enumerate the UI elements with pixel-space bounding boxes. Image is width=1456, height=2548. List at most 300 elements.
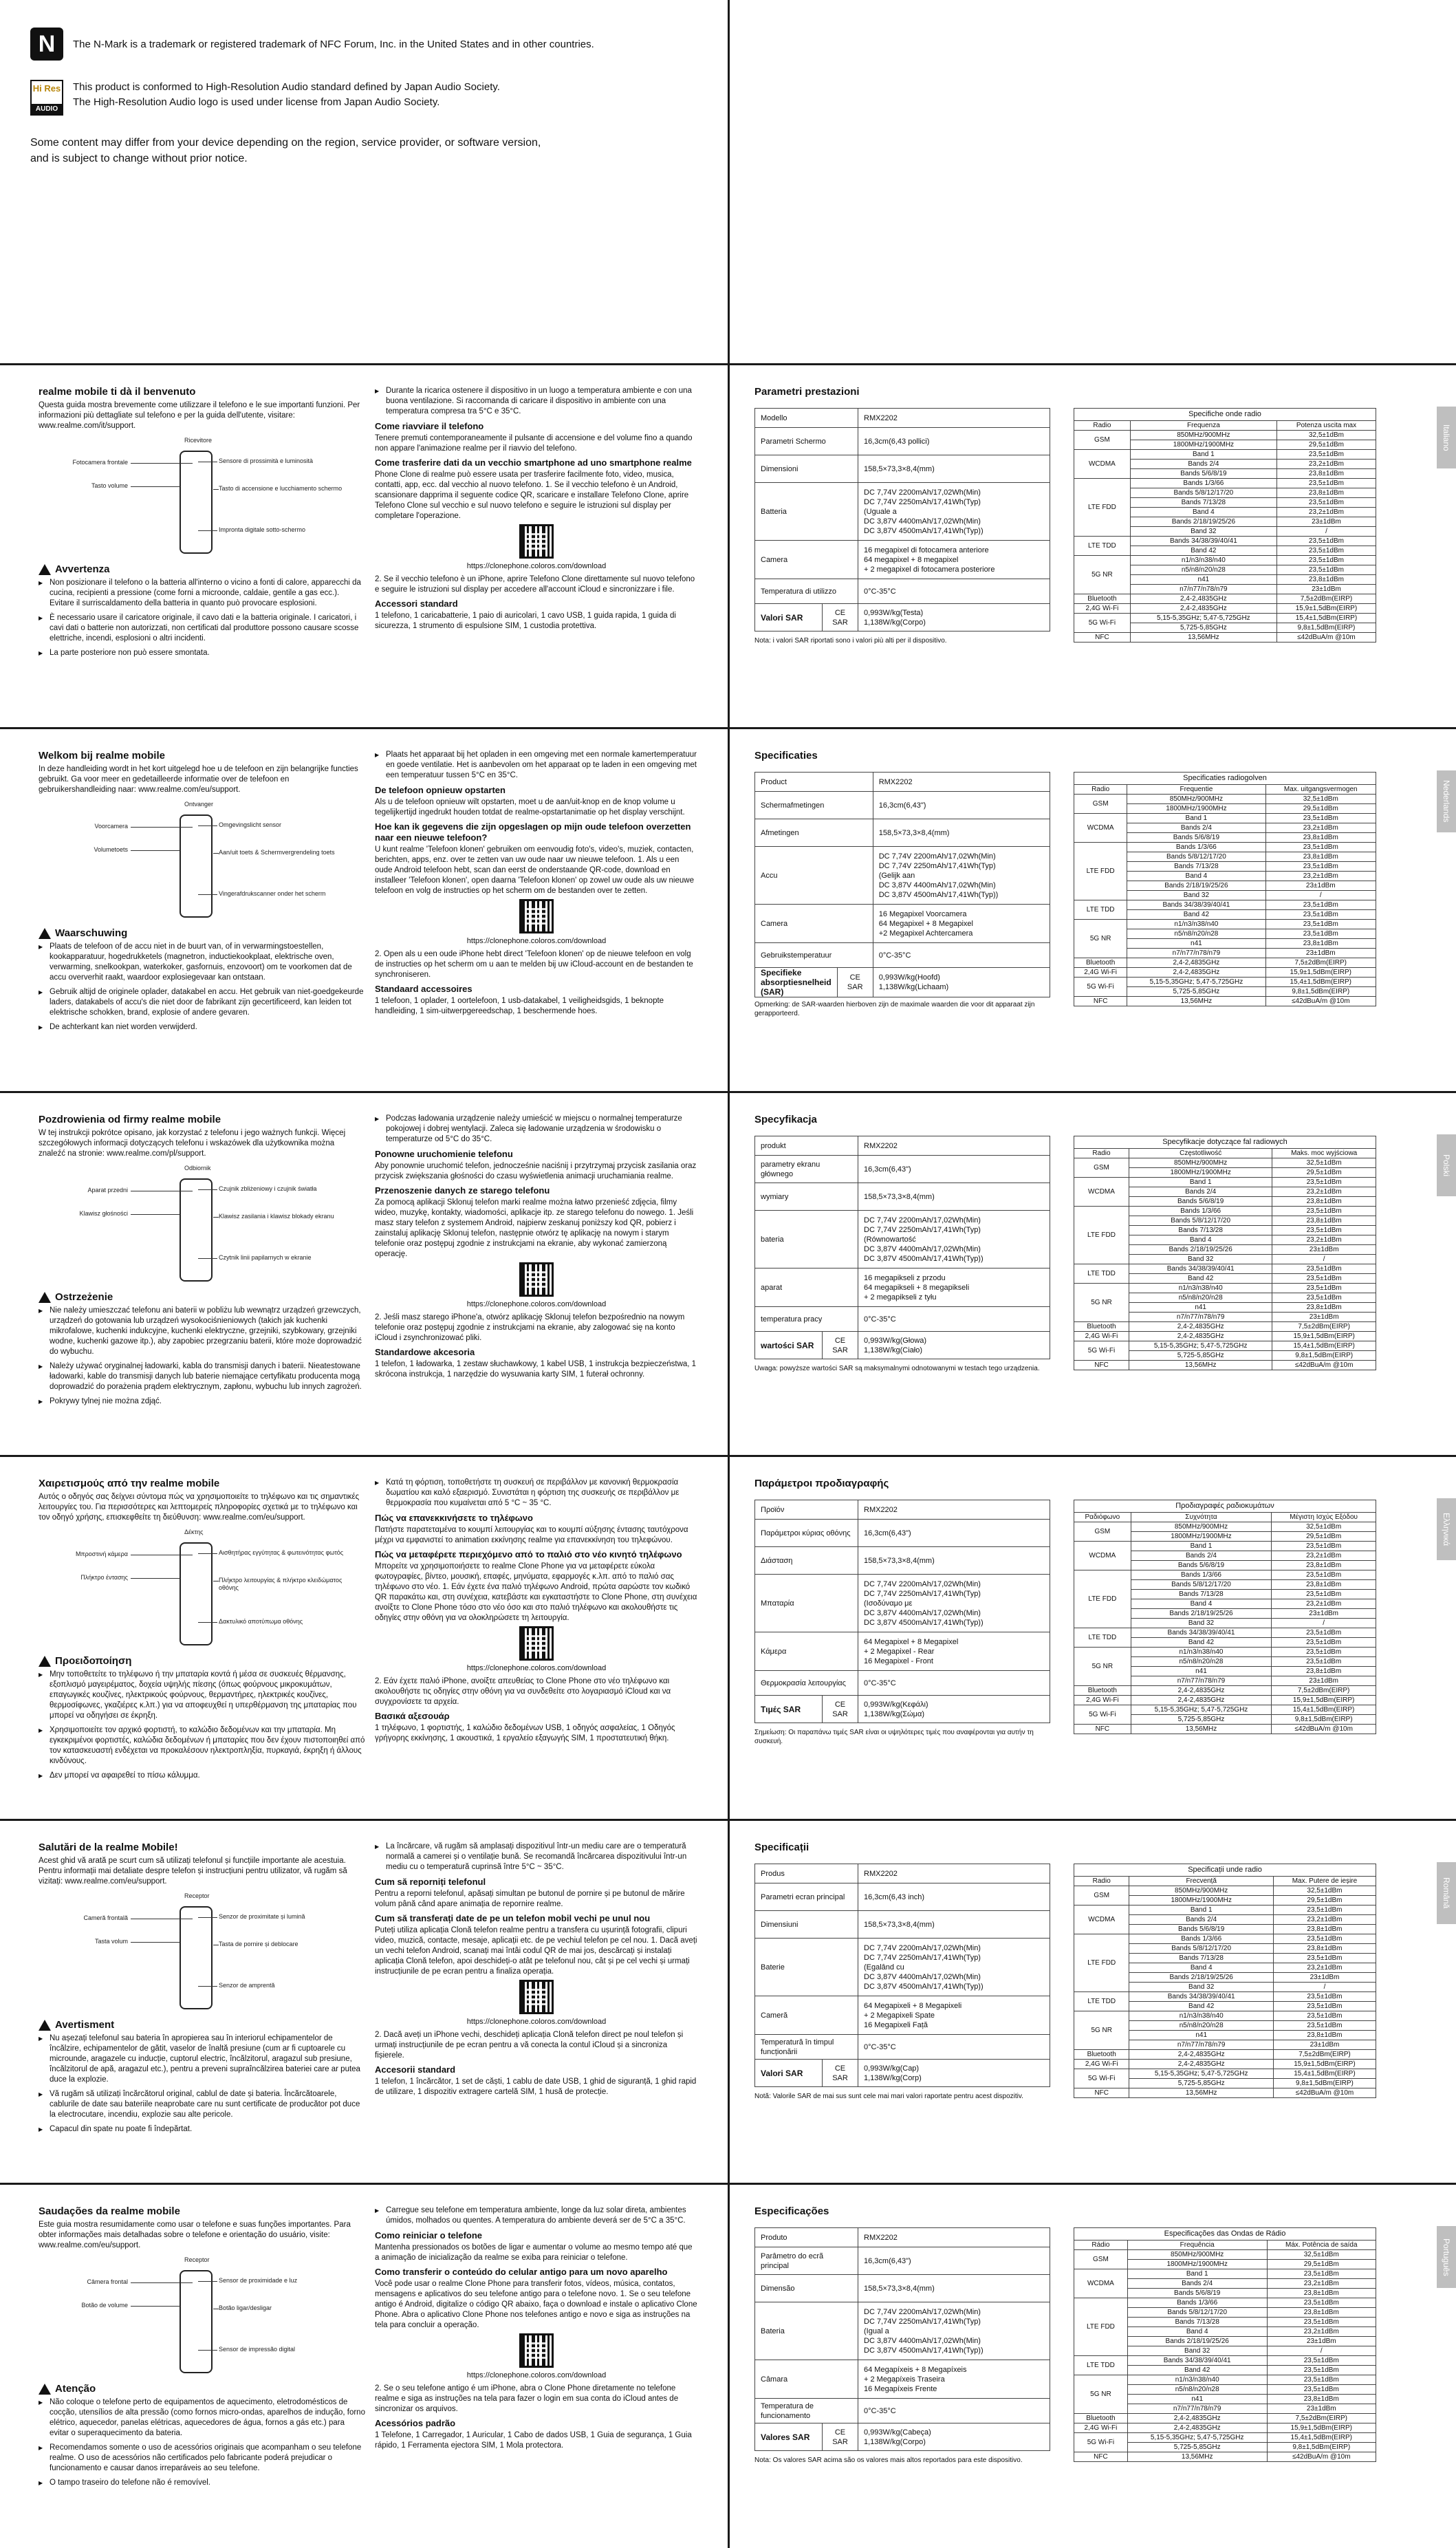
spec-value: 158,5×73,3×8,4(mm) — [858, 1183, 1050, 1211]
power-cell: 23,5±1dBm — [1265, 862, 1376, 872]
instruction-heading: Acessórios padrão — [375, 2418, 456, 2428]
instruction-heading: Accessori standard — [375, 598, 458, 609]
frequency-cell: Bands 1/3/66 — [1129, 1207, 1272, 1216]
table-row — [1074, 1361, 1376, 1370]
hires-notice: This product is conformed to High-Resolution Audio standard defined by Japan Audio Society. The High-Resolution Audio logo is used under license from Japan Audio Society. — [73, 81, 500, 108]
frequency-cell: n41 — [1129, 1303, 1272, 1313]
radio-type: GSM — [1074, 1522, 1131, 1542]
frequency-cell: n1/n3/n38/n40 — [1129, 1284, 1272, 1293]
warning-icon — [39, 1292, 51, 1303]
spec-key: Dimensioni — [755, 455, 858, 483]
radio-table-caption: Specyfikacje dotyczące fal radiowych — [1074, 1136, 1376, 1149]
spec-key: Produs — [755, 1864, 858, 1883]
table-row — [755, 1307, 1050, 1332]
frequency-cell: 2,4-2,4835GHz — [1127, 2414, 1267, 2423]
guide-section — [0, 1821, 728, 2183]
content-notice: Some content may differ from your device depending on the region, service provider, or software version, and is subject to change without prior notice. — [30, 137, 541, 164]
radio-type: 2,4G Wi-Fi — [1074, 968, 1127, 978]
intro-text: W tej instrukcji pokrótce opisano, jak korzystać z telefonu i jego ważnych funkcji. Więcej szczegółowych informacji dotyczących telefonu i wskazówek dla użytkownika można znaleźć na stronie: www.realme.com/pl/support. — [39, 1129, 346, 1158]
table-row — [1074, 1207, 1376, 1216]
callout-line — [213, 489, 219, 490]
spec-value: 64 Megapixeli + 8 Megapixeli + 2 Megapixeli Spate 16 Megapixeli Față — [858, 1996, 1050, 2035]
instruction-text: Aby ponownie uruchomić telefon, jednocześnie naciśnij i przytrzymaj przycisk zasilania oraz przycisk zwiększania głośności do czasu wyświetlenia animacji uruchamiania realme. — [375, 1162, 697, 1180]
power-cell: 29,5±1dBm — [1267, 2260, 1376, 2269]
sar-note: Σημείωση: Οι παραπάνω τιμές SAR είναι οι υψηλότερες τιμές που αναφέρονται για αυτήν τη συσκευή. — [754, 1729, 1034, 1745]
frequency-cell: Bands 7/13/28 — [1129, 1226, 1272, 1235]
download-url[interactable]: https://clonephone.coloros.com/download — [466, 937, 607, 945]
spec-key: Μπαταρία — [755, 1575, 858, 1632]
phone-diagram — [39, 1165, 362, 1288]
table-header — [1074, 1877, 1376, 1886]
power-cell: 29,5±1dBm — [1272, 1168, 1376, 1178]
power-cell: 23±1dBm — [1272, 1313, 1376, 1322]
callout-line — [131, 827, 193, 828]
qr-code-icon — [519, 524, 554, 559]
table-row — [1074, 1284, 1376, 1293]
power-cell: / — [1272, 1255, 1376, 1264]
callout-line — [198, 530, 217, 531]
power-cell: 15,9±1,5dBm(EIRP) — [1272, 1696, 1376, 1705]
power-cell: 32,5±1dBm — [1272, 1522, 1376, 1532]
fingerprint-label: Sensor de impressão digital — [219, 2346, 296, 2353]
download-url[interactable]: https://clonephone.coloros.com/download — [466, 1300, 607, 1308]
power-cell: 23,8±1dBm — [1273, 1925, 1376, 1934]
phone-diagram — [39, 1529, 362, 1652]
radio-specs-table — [1074, 1136, 1376, 1370]
table-row — [1074, 1158, 1376, 1168]
frequency-cell: Bands 5/6/8/19 — [1127, 2289, 1267, 2298]
power-cell: 23,8±1dBm — [1265, 939, 1376, 949]
power-cell: 23,5±1dBm — [1272, 1657, 1376, 1667]
radio-type: 5G Wi-Fi — [1074, 1341, 1129, 1361]
phone-outline-icon — [180, 451, 213, 554]
radio-type: NFC — [1074, 1361, 1129, 1370]
power-cell: 23,8±1dBm — [1276, 488, 1376, 498]
frequency-cell: 1800MHz/1900MHz — [1129, 1896, 1273, 1905]
radio-type: WCDMA — [1074, 814, 1127, 843]
power-cell: 23,5±1dBm — [1265, 843, 1376, 852]
instruction-heading: De telefoon opnieuw opstarten — [375, 785, 506, 795]
proximity-sensor-label: Omgevingslicht sensor — [219, 821, 282, 828]
warning-item: ▶ Μην τοποθετείτε το τηλέφωνο ή την μπαταρία κοντά ή μέσα σε συσκευές θέρμανσης, εξοπλισμό μαγειρέματος, δοχεία υψηλής πίεσης (όπως φούρνους μικροκυμάτων, επαγωγικές κουζίνες, ηλεκτρικούς φούρνους, θερμαντήρες, ηλεκτρικές κουζίνες, θερμοσίφωνες, γκαζιέρες κ.λπ.) για να αποφευχθεί η υπερθέρμανση της μπαταρίας που μπορεί να οδηγήσει σε έκρηξη. — [39, 1670, 365, 1721]
volume-key-label: Πλήκτρο έντασης — [80, 1574, 128, 1581]
frequency-cell: 5,725-5,85GHz — [1127, 2443, 1267, 2452]
table-row — [1074, 2050, 1376, 2060]
power-cell: 7,5±2dBm(EIRP) — [1272, 1322, 1376, 1332]
warning-item: ▶ Należy używać oryginalnej ładowarki, kabla do transmisji danych i baterii. Nieatestowane ładowarki, kable do transmisji danych lub baterie niemające certyfikatu producenta mogą doprowadzić do porażenia prądem elektrycznym, zapłonu, wybuchu lub innych zagrożeń. — [39, 1361, 365, 1392]
table-row — [755, 483, 1050, 541]
frequency-cell: Bands 34/38/39/40/41 — [1127, 2356, 1267, 2366]
frequency-cell: 1800MHz/1900MHz — [1127, 804, 1265, 814]
instruction-text: Μπορείτε να χρησιμοποιήσετε το realme Clone Phone για να μεταφέρετε εύκολα φωτογραφίες, βίντεο, μουσική, επαφές, μηνύματα, εφαρμογές κ.λπ. από το παλιό σας τηλέφωνο στο νέο. 1. Εάν έχετε ένα παλιό τηλέφωνο Android, πρώτα σαρώστε τον κωδικό QR παρακάτω και, στη συνέχεια, κατεβάστε και εγκαταστήστε το Clone Phone, στη συνέχεια ανοίξτε το Clone Phone τόσο στο νέο όσο και στο παλιό τηλέφωνο και ακολουθήστε τις οδηγίες στην οθόνη για να ολοκληρώσετε τη λειτουργία. — [375, 1562, 697, 1622]
callout-line — [198, 894, 217, 895]
receiver-label: Δέκτης — [184, 1529, 204, 1535]
spec-key: Προϊόν — [755, 1500, 858, 1520]
column-header: Μέγιστη Ισχύς Εξόδου — [1272, 1513, 1376, 1522]
download-url[interactable]: https://clonephone.coloros.com/download — [466, 2018, 607, 2026]
power-cell: 23,8±1dBm — [1272, 1303, 1376, 1313]
warning-item: ▶ Nie należy umieszczać telefonu ani baterii w pobliżu lub wewnątrz urządzeń grzewczych, urządzeń do gotowania lub urządzeń wysokociśnieniowych (takich jak kuchenki mikrofalowe, kuchenki indukcyjne, kuchenki elektryczne, grzejniki, szybkowary, grzejniki wodne, kuchenki gazowe itp.), aby zapobiec przegrzaniu baterii, które może doprowadzić do wybuchu. — [39, 1306, 365, 1357]
table-row — [1074, 1648, 1376, 1657]
frequency-cell: 2,4-2,4835GHz — [1129, 2060, 1273, 2069]
frequency-cell: Bands 5/8/12/17/20 — [1130, 488, 1276, 498]
frequency-cell: Bands 1/3/66 — [1127, 2298, 1267, 2308]
spec-key: Temperatura di utilizzo — [755, 579, 858, 604]
table-row — [1074, 2356, 1376, 2366]
instruction-heading: Come riavviare il telefono — [375, 421, 484, 431]
instruction-heading: Standardowe akcesoria — [375, 1347, 475, 1357]
spec-key: Product — [755, 773, 873, 792]
warning-icon — [39, 2020, 51, 2031]
radio-type: 5G Wi-Fi — [1074, 2069, 1129, 2088]
spec-key: Διάσταση — [755, 1547, 858, 1575]
frequency-cell: n5/n8/n20/n28 — [1129, 2021, 1273, 2031]
frequency-cell: 5,15-5,35GHz; 5,47-5,725GHz — [1130, 614, 1276, 623]
charging-note: ▶ La încărcare, vă rugăm să amplasați dispozitivul într-un mediu care are o temperatură normală a camerei și o ventilație bună. Se recomandă încărcarea dispozitivului într-un mediu cu o temperatură cuprinsă între 5°C ~ 35°C. — [375, 1842, 698, 1872]
power-cell: ≤42dBuA/m @10m — [1272, 1361, 1376, 1370]
table-row — [1074, 814, 1376, 823]
radio-type: WCDMA — [1074, 1542, 1131, 1570]
column-header: Frequência — [1127, 2241, 1267, 2250]
radio-type: 5G NR — [1074, 1284, 1129, 1322]
spec-value: RMX2202 — [858, 1500, 1050, 1520]
specs-table — [754, 1136, 1050, 1359]
frequency-cell: Bands 2/18/19/25/26 — [1131, 1609, 1272, 1619]
power-cell: 23,2±1dBm — [1273, 1963, 1376, 1973]
table-row — [755, 943, 1050, 968]
power-cell: 23,2±1dBm — [1276, 508, 1376, 517]
warning-list — [39, 1670, 365, 1781]
radio-type: LTE FDD — [1074, 2298, 1128, 2356]
table-row — [755, 819, 1050, 847]
phone-outline-icon — [180, 1906, 213, 2009]
radio-type: LTE FDD — [1074, 1207, 1129, 1264]
fingerprint-label: Vingerafdrukscanner onder het scherm — [219, 890, 326, 897]
callout-line — [198, 1622, 217, 1623]
charging-note: ▶ Κατά τη φόρτιση, τοποθετήστε τη συσκευή σε περιβάλλον με κανονική θερμοκρασία δωματίου και καλό εξαερισμό. Συνιστάται η φόρτιση της συσκευής σε περιβάλλον με θερμοκρασία που κυμαίνεται από 5 °C ~ 35 °C. — [375, 1478, 698, 1509]
frequency-cell: n1/n3/n38/n40 — [1129, 2011, 1273, 2021]
frequency-cell: 850MHz/900MHz — [1129, 1158, 1272, 1168]
frequency-cell: Band 32 — [1131, 1619, 1272, 1628]
spec-key: Modello — [755, 409, 858, 428]
power-cell: 23±1dBm — [1272, 1676, 1376, 1686]
callout-line — [198, 825, 217, 826]
table-row — [1074, 1905, 1376, 1915]
power-cell: 23,8±1dBm — [1273, 1944, 1376, 1954]
frequency-cell: 2,4-2,4835GHz — [1127, 968, 1265, 978]
power-cell: 23,2±1dBm — [1265, 823, 1376, 833]
power-cell: 23±1dBm — [1272, 1609, 1376, 1619]
spec-value: 64 Megapíxeis + 8 Megapíxeis + 2 Megapíxeis Traseira 16 Megapíxeis Frente — [858, 2360, 1050, 2399]
power-key-label: Tasta de pornire și deblocare — [219, 1941, 298, 1947]
radio-type: LTE TDD — [1074, 1628, 1131, 1648]
download-url[interactable]: https://clonephone.coloros.com/download — [466, 2371, 607, 2379]
warning-heading: Avvertenza — [39, 563, 693, 575]
frequency-cell: n5/n8/n20/n28 — [1130, 565, 1276, 575]
frequency-cell: Band 1 — [1129, 1905, 1273, 1915]
power-cell: 23,2±1dBm — [1273, 1915, 1376, 1925]
spec-key: temperatura pracy — [755, 1307, 858, 1332]
instruction-text: Mantenha pressionados os botões de ligar e aumentar o volume ao mesmo tempo até que a animação de inicialização da realme se exiba para reiniciar o telefone. — [375, 2243, 693, 2262]
instruction-text: 1 telefon, 1 încărcător, 1 set de căști, 1 cablu de date USB, 1 ghid de siguranță, 1 ghid rapid de utilizare, 1 dispozitiv extragere cartelă SIM, 1 husă de protecție. — [375, 2077, 697, 2096]
callout-line — [198, 1553, 217, 1554]
proximity-sensor-label: Senzor de proximitate și lumină — [219, 1913, 305, 1920]
frequency-cell: Bands 1/3/66 — [1127, 843, 1265, 852]
warning-heading: Avertisment — [39, 2019, 693, 2031]
instruction-heading: Ponowne uruchomienie telefonu — [375, 1149, 513, 1159]
column-header: Συχνότητα — [1131, 1513, 1272, 1522]
column-header: Radio — [1074, 1149, 1129, 1158]
receiver-label: Receptor — [184, 1892, 210, 1899]
specs-title: Especificações — [754, 2205, 829, 2217]
table-header — [1074, 1149, 1376, 1158]
radio-type: NFC — [1074, 2088, 1129, 2098]
frequency-cell: Bands 1/3/66 — [1129, 1934, 1273, 1944]
table-row — [1074, 2375, 1376, 2385]
spec-value: 0°C-35°C — [858, 1307, 1050, 1332]
frequency-cell: Band 42 — [1127, 2366, 1267, 2375]
radio-type: NFC — [1074, 1725, 1131, 1734]
sar-value: 0,993W/kg(Testa) 1,138W/kg(Corpo) — [858, 604, 1050, 631]
table-row — [1074, 2423, 1376, 2433]
table-row — [755, 1500, 1050, 1520]
frequency-cell: n41 — [1131, 1667, 1272, 1676]
spec-value: 0°C-35°C — [858, 2035, 1050, 2060]
table-row — [1074, 1705, 1376, 1715]
power-key-label: Tasto di accensione e lucchiamento schermo — [219, 485, 343, 492]
nfc-logo-icon: N — [30, 28, 63, 61]
frequency-cell: Bands 34/38/39/40/41 — [1130, 537, 1276, 546]
download-url[interactable]: https://clonephone.coloros.com/download — [466, 1664, 607, 1672]
frequency-cell: 2,4-2,4835GHz — [1129, 1332, 1272, 1341]
fingerprint-label: Impronta digitale sotto-schermo — [219, 526, 306, 533]
warning-item: ▶ Pokrywy tylnej nie można zdjąć. — [39, 1396, 365, 1407]
section-title: Saudações da realme mobile — [39, 2205, 180, 2217]
spec-value: 158,5×73,3×8,4(mm) — [858, 455, 1050, 483]
table-row — [755, 1575, 1050, 1632]
power-cell: 23,5±1dBm — [1272, 1226, 1376, 1235]
table-row — [1074, 479, 1376, 488]
frequency-cell: 13,56MHz — [1129, 1361, 1272, 1370]
radio-specs-table — [1074, 408, 1376, 643]
sar-note: Notă: Valorile SAR de mai sus sunt cele mai mari valori raportate pentru acest dispozitiv. — [754, 2093, 1023, 2100]
receiver-label: Receptor — [184, 2256, 210, 2263]
sar-value: 0,993W/kg(Κεφάλι) 1,138W/kg(Σώμα) — [858, 1696, 1050, 1723]
frequency-cell: n5/n8/n20/n28 — [1129, 1293, 1272, 1303]
sar-value: 0,993W/kg(Cabeça) 1,138W/kg(Corpo) — [858, 2423, 1050, 2451]
power-cell: 23,5±1dBm — [1267, 2375, 1376, 2385]
warning-heading: Atenção — [39, 2383, 693, 2395]
instruction-heading: Como transferir o conteúdo do celular antigo para um novo aparelho — [375, 2267, 668, 2277]
power-cell: 23,2±1dBm — [1272, 1187, 1376, 1197]
power-cell: 23,8±1dBm — [1273, 2031, 1376, 2040]
volume-key-label: Klawisz głośności — [79, 1210, 128, 1217]
intro-text: Este guia mostra resumidamente como usar o telefone e suas funções importantes. Para obter informações mais detalhadas sobre o telefone e orientação do usuário, visite: www.realme.com/eu/support. — [39, 2221, 351, 2249]
download-url[interactable]: https://clonephone.coloros.com/download — [466, 562, 607, 570]
fingerprint-label: Senzor de amprentă — [219, 1982, 275, 1989]
proximity-sensor-label: Czujnik zbliżeniowy i czujnik światła — [219, 1185, 317, 1192]
table-row — [755, 905, 1050, 943]
table-row — [755, 1911, 1050, 1939]
frequency-cell: 2,4-2,4835GHz — [1129, 2050, 1273, 2060]
specs-section — [730, 1821, 1456, 2183]
section-title: Welkom bij realme mobile — [39, 750, 165, 762]
frequency-cell: Band 32 — [1127, 891, 1265, 900]
instruction-text: Você pode usar o realme Clone Phone para transferir fotos, vídeos, música, contatos, mensagens e aplicativos do seu telefone antigo para o telefone novo. 1. Se o seu telefone antigo é Android, digitalize o código QR abaixo, faça o download e instale o aplicativo Clone Phone. Abra o aplicativo Clone Phone nos telefones antigo e novo e siga as instruções na tela para concluir a operação. — [375, 2280, 697, 2329]
frequency-cell: 5,15-5,35GHz; 5,47-5,725GHz — [1129, 2069, 1273, 2079]
sar-label: Specifieke absorptiesnelheid (SAR) — [755, 968, 838, 997]
frequency-cell: n7/n77/n78/n79 — [1130, 585, 1276, 594]
specs-table — [754, 772, 1050, 997]
frequency-cell: 5,725-5,85GHz — [1131, 1715, 1272, 1725]
frequency-cell: Band 4 — [1129, 1963, 1273, 1973]
frequency-cell: Bands 2/18/19/25/26 — [1129, 1973, 1273, 1983]
callout-line — [131, 850, 180, 851]
power-cell: 23,5±1dBm — [1272, 1638, 1376, 1648]
table-row — [755, 1136, 1050, 1156]
table-row — [755, 455, 1050, 483]
divider — [0, 363, 1456, 365]
table-row — [755, 2060, 1050, 2087]
frequency-cell: Bands 2/18/19/25/26 — [1130, 517, 1276, 527]
guide-section — [0, 1457, 728, 1819]
power-cell: 32,5±1dBm — [1265, 795, 1376, 804]
proximity-sensor-label: Αισθητήρας εγγύτητας & φωτεινότητας φωτός — [219, 1549, 344, 1556]
specs-section — [730, 1457, 1456, 1819]
phone-diagram — [39, 1892, 362, 2016]
table-row — [1074, 604, 1376, 614]
radio-type: LTE FDD — [1074, 479, 1131, 537]
phone-outline-icon — [180, 1178, 213, 1282]
power-cell: 23±1dBm — [1276, 517, 1376, 527]
table-row — [1074, 2011, 1376, 2021]
specs-title: Specificaties — [754, 750, 818, 762]
spec-key: Dimensão — [755, 2275, 858, 2302]
power-key-label: Botão ligar/desligar — [219, 2304, 272, 2311]
radio-table-caption: Προδιαγραφές ραδιοκυμάτων — [1074, 1500, 1376, 1513]
power-cell: 15,4±1,5dBm(EIRP) — [1273, 2069, 1376, 2079]
power-cell: ≤42dBuA/m @10m — [1273, 2088, 1376, 2098]
power-cell: 23,2±1dBm — [1267, 2279, 1376, 2289]
radio-type: WCDMA — [1074, 1905, 1129, 1934]
sar-sub: CE SAR — [837, 968, 873, 997]
radio-type: LTE FDD — [1074, 1570, 1131, 1628]
table-row — [1074, 978, 1376, 987]
frequency-cell: 2,4-2,4835GHz — [1130, 594, 1276, 604]
frequency-cell: Band 4 — [1131, 1599, 1272, 1609]
table-row — [1074, 537, 1376, 546]
callout-line — [198, 1189, 217, 1190]
power-cell: 23,5±1dBm — [1276, 498, 1376, 508]
power-cell: 23,5±1dBm — [1267, 2269, 1376, 2279]
power-cell: 23,5±1dBm — [1267, 2366, 1376, 2375]
specs-title: Specyfikacja — [754, 1114, 817, 1125]
table-row — [1074, 2298, 1376, 2308]
section-title: Pozdrowienia od firmy realme mobile — [39, 1114, 221, 1125]
power-cell: 23,5±1dBm — [1272, 1542, 1376, 1551]
power-cell: 23,2±1dBm — [1265, 872, 1376, 881]
warning-heading: Waarschuwing — [39, 927, 693, 939]
radio-table-caption: Specifiche onde radio — [1074, 409, 1376, 421]
spec-value: 0°C-35°C — [858, 579, 1050, 604]
specs-section — [730, 729, 1456, 1091]
frequency-cell: n41 — [1127, 2395, 1267, 2404]
table-header — [1074, 421, 1376, 431]
frequency-cell: 5,725-5,85GHz — [1129, 1351, 1272, 1361]
instruction-heading: Przenoszenie danych ze starego telefonu — [375, 1185, 550, 1196]
table-row — [755, 2035, 1050, 2060]
radio-type: LTE TDD — [1074, 900, 1127, 920]
radio-type: 5G NR — [1074, 556, 1131, 594]
instructions-column — [375, 1478, 698, 1746]
instruction-text: 2. Εάν έχετε παλιό iPhone, ανοίξτε απευθείας το Clone Phone στο νέο τηλέφωνο και ακολουθήστε τις οδηγίες στην οθόνη για να συνδεθείτε στο λογαριασμό iCloud και να συγχρονίσετε τα αρχεία. — [375, 1677, 671, 1706]
table-row — [1074, 450, 1376, 460]
power-cell: ≤42dBuA/m @10m — [1267, 2452, 1376, 2462]
spec-value: 16 Megapixel Voorcamera 64 Megapixel + 8 Megapixel +2 Megapixel Achtercamera — [873, 905, 1050, 943]
power-cell: 23,5±1dBm — [1272, 1207, 1376, 1216]
power-cell: 7,5±2dBm(EIRP) — [1276, 594, 1376, 604]
sar-sub: CE SAR — [823, 2423, 858, 2451]
callout-line — [131, 1578, 180, 1579]
table-row — [1074, 556, 1376, 565]
sar-value: 0,993W/kg(Głowa) 1,138W/kg(Ciało) — [858, 1332, 1050, 1359]
radio-type: Bluetooth — [1074, 1686, 1131, 1696]
qr-code-icon — [519, 2333, 554, 2368]
table-row — [1074, 2433, 1376, 2443]
instruction-heading: Come trasferire dati da un vecchio smartphone ad uno smartphone realme — [375, 457, 692, 468]
radio-type: LTE FDD — [1074, 843, 1127, 900]
warning-list — [39, 942, 365, 1033]
spec-value: RMX2202 — [858, 409, 1050, 428]
table-row — [755, 1696, 1050, 1723]
section-title: Salutări de la realme Mobile! — [39, 1842, 178, 1853]
table-row — [755, 773, 1050, 792]
power-cell: 23,5±1dBm — [1267, 2298, 1376, 2308]
spec-value: 0°C-35°C — [873, 943, 1050, 968]
frequency-cell: n7/n77/n78/n79 — [1131, 1676, 1272, 1686]
frequency-cell: Band 1 — [1127, 2269, 1267, 2279]
radio-type: GSM — [1074, 431, 1131, 450]
spec-value: RMX2202 — [858, 1864, 1050, 1883]
language-tab: Português — [1437, 2226, 1456, 2288]
language-tab: Polski — [1437, 1134, 1456, 1196]
table-row — [1074, 920, 1376, 929]
frequency-cell: n1/n3/n38/n40 — [1127, 2375, 1267, 2385]
frequency-cell: 5,15-5,35GHz; 5,47-5,725GHz — [1129, 1341, 1272, 1351]
qr-code-icon — [519, 1626, 554, 1661]
divider — [0, 1091, 1456, 1093]
instruction-heading: Πώς να επανεκκινήσετε το τηλέφωνο — [375, 1513, 533, 1523]
fingerprint-label: Czytnik linii papilarnych w ekranie — [219, 1254, 312, 1261]
spec-value: RMX2202 — [873, 773, 1050, 792]
power-cell: 23,8±1dBm — [1267, 2395, 1376, 2404]
table-row — [755, 1864, 1050, 1883]
spec-value: 0°C-35°C — [858, 2399, 1050, 2423]
warning-heading: Ostrzeżenie — [39, 1291, 693, 1303]
frequency-cell: Band 42 — [1130, 546, 1276, 556]
radio-type: LTE TDD — [1074, 537, 1131, 556]
table-row — [1074, 1934, 1376, 1944]
qr-code-icon — [519, 1262, 554, 1297]
power-cell: 32,5±1dBm — [1267, 2250, 1376, 2260]
frequency-cell: Bands 7/13/28 — [1129, 1954, 1273, 1963]
power-cell: 15,4±1,5dBm(EIRP) — [1265, 978, 1376, 987]
power-cell: 23,5±1dBm — [1276, 479, 1376, 488]
spec-value: DC 7,74V 2200mAh/17,02Wh(Min) DC 7,74V 2250mAh/17,41Wh(Typ) (Egalând cu DC 3,87V 4400mAh/17,02Wh(Min) DC 3,87V 4500mAh/17,41Wh(Typ)) — [858, 1939, 1050, 1996]
table-row — [1074, 1725, 1376, 1734]
table-row — [755, 2247, 1050, 2275]
spec-key: Schermafmetingen — [755, 792, 873, 819]
